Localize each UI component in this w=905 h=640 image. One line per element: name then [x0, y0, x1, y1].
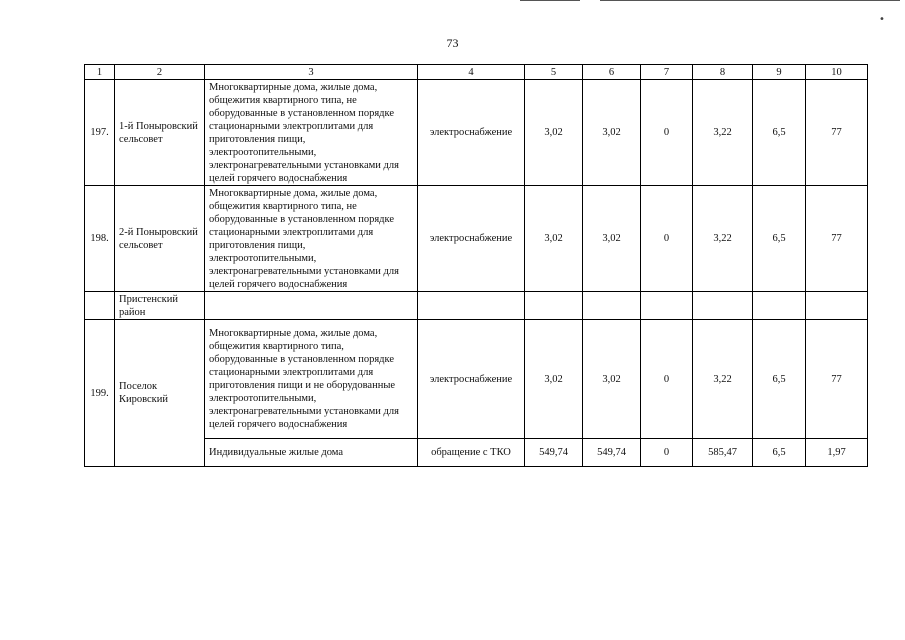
value-cell: 585,47	[693, 439, 753, 467]
value-cell: 549,74	[525, 439, 583, 467]
value-cell: 3,02	[583, 320, 641, 439]
service-type: электроснабжение	[418, 320, 525, 439]
value-cell: 3,02	[525, 186, 583, 292]
empty-cell	[205, 292, 418, 320]
table-row	[85, 320, 868, 439]
header-cell: 9	[753, 65, 806, 80]
value-cell: 0	[641, 80, 693, 186]
scan-edge-line	[520, 0, 580, 1]
value-cell: 3,22	[693, 80, 753, 186]
service-type: электроснабжение	[418, 186, 525, 292]
settlement-name: 1-й Поныровский сельсовет	[115, 80, 205, 186]
value-cell: 77	[806, 80, 868, 186]
header-cell: 8	[693, 65, 753, 80]
value-cell: 6,5	[753, 80, 806, 186]
settlement-name: 2-й Поныровский сельсовет	[115, 186, 205, 292]
value-cell: 0	[641, 186, 693, 292]
empty-cell	[806, 292, 868, 320]
housing-description: Многоквартирные дома, жилые дома, общежития квартирного типа, не оборудованные в установленном порядке стационарными электроплитами для приготовления пищи, электроотопительными, электронагревательными установками для целей горячего водоснабжения	[205, 80, 418, 186]
header-cell: 10	[806, 65, 868, 80]
empty-cell	[418, 292, 525, 320]
header-cell: 4	[418, 65, 525, 80]
empty-cell	[583, 292, 641, 320]
empty-cell	[641, 292, 693, 320]
housing-description: Индивидуальные жилые дома	[205, 439, 418, 467]
empty-cell	[525, 292, 583, 320]
empty-cell	[693, 292, 753, 320]
housing-description: Многоквартирные дома, жилые дома, общежития квартирного типа, не оборудованные в установленном порядке стационарными электроплитами для приготовления пищи, электроотопительными, электронагревательными установками для целей горячего водоснабжения	[205, 186, 418, 292]
header-row	[85, 65, 868, 80]
settlement-name: Поселок Кировский	[115, 320, 205, 467]
service-type: электроснабжение	[418, 80, 525, 186]
header-cell: 2	[115, 65, 205, 80]
header-cell: 3	[205, 65, 418, 80]
header-cell: 7	[641, 65, 693, 80]
row-number: 198.	[85, 186, 115, 292]
value-cell: 0	[641, 320, 693, 439]
table-row	[85, 80, 868, 186]
value-cell: 3,22	[693, 320, 753, 439]
value-cell: 3,02	[583, 186, 641, 292]
row-number: 197.	[85, 80, 115, 186]
header-cell: 1	[85, 65, 115, 80]
value-cell: 3,02	[525, 80, 583, 186]
value-cell: 0	[641, 439, 693, 467]
value-cell: 3,02	[583, 80, 641, 186]
section-row	[85, 292, 868, 320]
service-type: обращение с ТКО	[418, 439, 525, 467]
row-number: 199.	[85, 320, 115, 467]
table-row	[85, 186, 868, 292]
value-cell: 6,5	[753, 439, 806, 467]
value-cell: 3,02	[525, 320, 583, 439]
empty-cell	[753, 292, 806, 320]
value-cell: 3,22	[693, 186, 753, 292]
header-cell: 5	[525, 65, 583, 80]
page-number: 73	[446, 36, 459, 50]
value-cell: 549,74	[583, 439, 641, 467]
value-cell: 77	[806, 320, 868, 439]
district-name: Пристенский район	[115, 292, 205, 320]
housing-description: Многоквартирные дома, жилые дома, общежития квартирного типа, оборудованные в установленном порядке стационарными электроплитами для приготовления пищи и не оборудованные электроотопительными, электронагревательными установками для целей горячего водоснабжения	[205, 320, 418, 439]
tariff-table	[84, 64, 868, 467]
scan-edge-line	[600, 0, 900, 1]
value-cell: 1,97	[806, 439, 868, 467]
header-cell: 6	[583, 65, 641, 80]
empty-cell	[85, 292, 115, 320]
value-cell: 6,5	[753, 320, 806, 439]
value-cell: 77	[806, 186, 868, 292]
value-cell: 6,5	[753, 186, 806, 292]
corner-mark: •	[879, 14, 885, 25]
